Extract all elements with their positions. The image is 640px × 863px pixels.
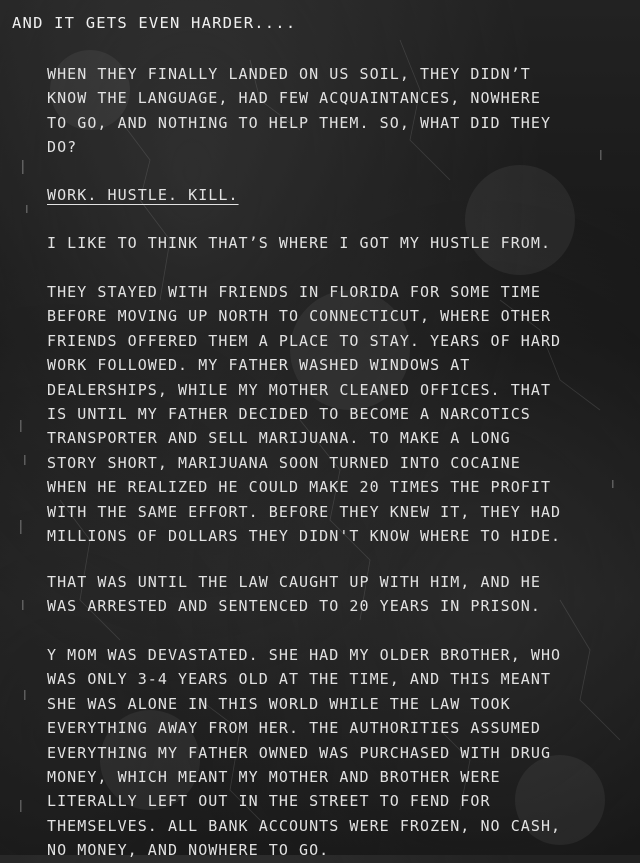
text-line: EVERYTHING MY FATHER OWNED WAS PURCHASED WITH DRUG — [47, 743, 552, 762]
text-line: MILLIONS OF DOLLARS THEY DIDN'T KNOW WHERE TO HIDE. — [47, 527, 562, 546]
text-line: THAT WAS UNTIL THE LAW CAUGHT UP WITH HIM, AND HE — [47, 573, 541, 591]
paragraph-mother — [47, 643, 607, 863]
text-line: NO MONEY, AND NOWHERE TO GO. — [47, 841, 330, 860]
motto-text: WORK. HUSTLE. KILL. — [47, 186, 239, 204]
paragraph-arrest — [47, 570, 607, 619]
paragraph-arrival — [47, 62, 607, 160]
text-line: THEY STAYED WITH FRIENDS IN FLORIDA FOR SOME TIME — [47, 283, 541, 301]
paragraph-florida — [47, 280, 607, 548]
paragraph-motto — [47, 183, 607, 207]
text-line: BEFORE MOVING UP NORTH TO CONNECTICUT, WHERE OTHER — [47, 307, 552, 326]
text-line: EVERYTHING AWAY FROM HER. THE AUTHORITIES ASSUMED — [47, 719, 541, 738]
text-line: IS UNTIL MY FATHER DECIDED TO BECOME A NARCOTICS — [47, 405, 531, 424]
text-line: DEALERSHIPS, WHILE MY MOTHER CLEANED OFFICES. THAT — [47, 380, 552, 399]
text-line: LITERALLY LEFT OUT IN THE STREET TO FEND FOR — [47, 792, 491, 811]
text-line: WITH THE SAME EFFORT. BEFORE THEY KNEW IT, THEY HAD — [47, 502, 562, 521]
text-line: FRIENDS OFFERED THEM A PLACE TO STAY. YEARS OF HARD — [47, 331, 562, 350]
text-line: WAS ARRESTED AND SENTENCED TO 20 YEARS IN PRISON. — [47, 597, 541, 616]
text-line: WORK FOLLOWED. MY FATHER WASHED WINDOWS AT — [47, 356, 471, 375]
text-line: STORY SHORT, MARIJUANA SOON TURNED INTO COCAINE — [47, 453, 521, 472]
paragraph-hustle — [47, 231, 607, 255]
text-line: WHEN THEY FINALLY LANDED ON US SOIL, THEY DIDN’T — [47, 65, 531, 83]
text-line: MONEY, WHICH MEANT MY MOTHER AND BROTHER WERE — [47, 768, 501, 787]
text-line: KNOW THE LANGUAGE, HAD FEW ACQUAINTANCES, NOWHERE — [47, 89, 541, 108]
text-line: SHE WAS ALONE IN THIS WORLD WHILE THE LAW TOOK — [47, 694, 511, 713]
text-line: TRANSPORTER AND SELL MARIJUANA. TO MAKE A LONG — [47, 429, 511, 448]
text-line: THEMSELVES. ALL BANK ACCOUNTS WERE FROZEN, NO CASH, — [47, 816, 562, 835]
page-heading: AND IT GETS EVEN HARDER.... — [12, 14, 297, 32]
text-line: TO GO, AND NOTHING TO HELP THEM. SO, WHAT DID THEY — [47, 113, 552, 132]
text-line: WHEN HE REALIZED HE COULD MAKE 20 TIMES THE PROFIT — [47, 478, 552, 497]
text-line: Y MOM WAS DEVASTATED. SHE HAD MY OLDER BROTHER, WHO — [47, 646, 562, 664]
text-line: I LIKE TO THINK THAT’S WHERE I GOT MY HUSTLE FROM. — [47, 234, 552, 252]
text-line: WAS ONLY 3-4 YEARS OLD AT THE TIME, AND THIS MEANT — [47, 670, 552, 689]
text-line: DO? — [47, 138, 78, 157]
